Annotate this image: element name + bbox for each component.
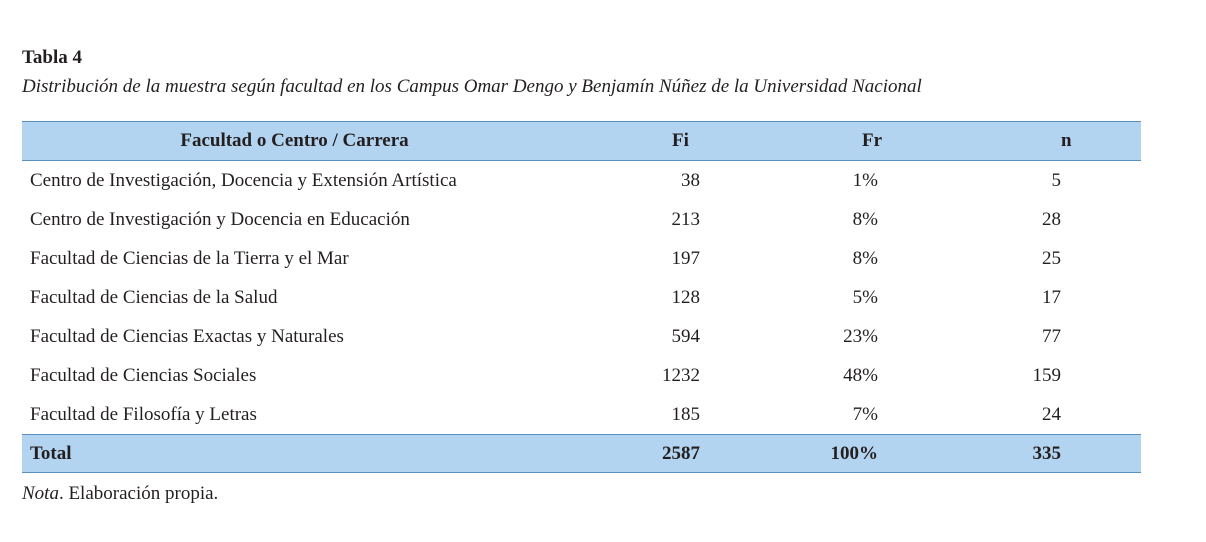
table-row [22,395,1141,435]
cell-n: 5 [1051,169,1061,191]
cell-facultad: Facultad de Ciencias de la Tierra y el Mar [30,247,349,269]
table-note [22,483,218,505]
cell-fr: 8% [852,208,878,230]
header-n: n [1061,130,1072,151]
header-fi: Fi [672,130,689,151]
table-label: Tabla 4 [22,47,83,68]
cell-fr: 1% [852,169,878,191]
cell-n: 24 [1042,403,1061,425]
total-row [22,435,1141,473]
table-row [22,317,1141,356]
header-facultad: Facultad o Centro / Carrera [180,130,409,151]
cell-fr: 7% [852,403,878,425]
cell-facultad: Facultad de Ciencias Sociales [30,364,257,386]
cell-facultad: Facultad de Ciencias Exactas y Naturales [30,325,344,347]
cell-facultad: Centro de Investigación y Docencia en Educación [30,208,410,230]
cell-fi: 1232 [662,364,700,386]
cell-n: 25 [1042,247,1061,269]
cell-fr: 48% [843,364,878,386]
table-body [22,161,1141,435]
cell-n: 159 [1032,364,1061,386]
total-n: 335 [1032,442,1061,464]
table-footer [22,435,1141,473]
note-text: . Elaboración propia. [58,483,219,504]
table-row [22,239,1141,278]
table-header [22,122,1141,161]
table-row [22,200,1141,239]
cell-fi: 197 [671,247,700,269]
total-label: Total [30,442,72,464]
cell-fi: 213 [671,208,700,230]
cell-fr: 23% [843,325,878,347]
data-table [22,121,1141,473]
cell-facultad: Facultad de Filosofía y Letras [30,403,257,425]
cell-fr: 5% [852,286,878,308]
cell-n: 77 [1042,325,1061,347]
header-fr: Fr [862,130,883,151]
table-row [22,278,1141,317]
total-fi: 2587 [662,442,700,464]
table-row [22,356,1141,395]
total-fr: 100% [830,442,878,464]
cell-n: 28 [1042,208,1061,230]
table-row [22,161,1141,201]
cell-fr: 8% [852,247,878,269]
header-row [22,122,1141,161]
cell-fi: 128 [671,286,700,308]
cell-facultad: Centro de Investigación, Docencia y Extensión Artística [30,169,457,191]
cell-fi: 38 [681,169,700,191]
cell-facultad: Facultad de Ciencias de la Salud [30,286,278,308]
cell-fi: 185 [671,403,700,425]
table-caption: Distribución de la muestra según facultad en los Campus Omar Dengo y Benjamín Núñez de la Universidad Nacional [22,76,922,97]
cell-n: 17 [1042,286,1061,308]
note-label: Nota [22,483,59,504]
cell-fi: 594 [671,325,700,347]
